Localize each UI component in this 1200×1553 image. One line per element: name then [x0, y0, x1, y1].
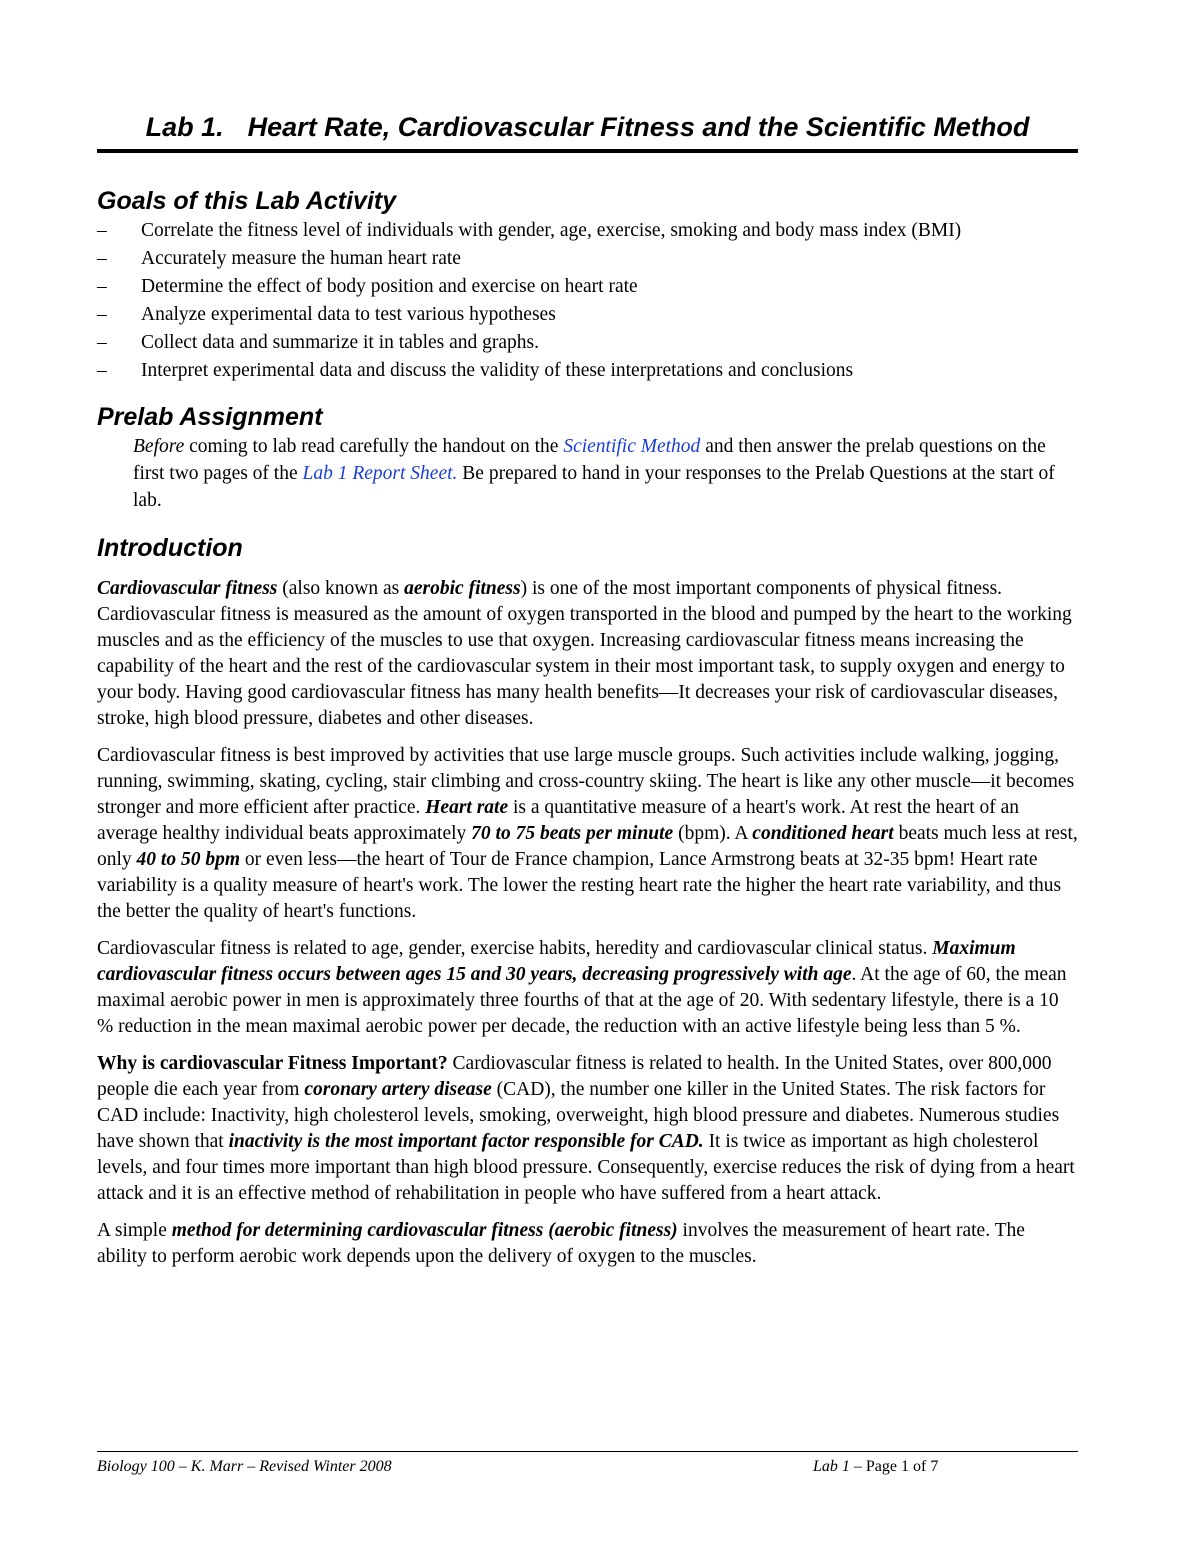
goal-item: – Correlate the fitness level of individuals with gender, age, exercise, smoking and body mass index (BMI) [97, 220, 962, 241]
goal-item: – Accurately measure the human heart rate [97, 248, 461, 269]
intro-paragraph-2: Cardiovascular fitness is best improved by activities that use large muscle groups. Such activities include walking, jogging, running, swimming, skating, cycling, stair climbing and cross-country skiing. The heart is like any other muscle—it becomes stronger and more efficient after practice. Heart rate is a quantitative measure of a heart's work. At rest the heart of an average healthy individual beats approximately 70 to 75 beats per minute (bpm). A conditioned heart beats much less at rest, only 40 to 50 bpm or even less—the heart of Tour de France champion, Lance Armstrong beats at 32-35 bpm! Heart rate variability is a quality measure of heart's work. The lower the resting heart rate the higher the heart rate variability, and thus the better the quality of heart's functions. [97, 745, 1078, 922]
goals-list [97, 217, 1078, 385]
intro-paragraph-5: A simple method for determining cardiovascular fitness (aerobic fitness) involves the measurement of heart rate. The ability to perform aerobic work depends upon the delivery of oxygen to the muscles. [97, 1220, 1025, 1267]
page-footer [97, 1451, 1078, 1475]
document-page [97, 112, 1078, 1281]
intro-paragraph-3: Cardiovascular fitness is related to age, gender, exercise habits, heredity and cardiovascular clinical status. Maximum cardiovascular fitness occurs between ages 15 and 30 years, decreasing progressively with age. At the age of 60, the mean maximal aerobic power in men is approximately three fourths of that at the age of 20. With sedentary lifestyle, there is a 10 % reduction in the mean maximal aerobic power per decade, the reduction with an active lifestyle being less than 5 %. [97, 938, 1067, 1037]
intro-paragraph-1: Cardiovascular fitness (also known as aerobic fitness) is one of the most important components of physical fitness. Cardiovascular fitness is measured as the amount of oxygen transported in the blood and pumped by the heart to the working muscles and as the efficiency of the muscles to use that oxygen. Increasing cardiovascular fitness means increasing the capability of the heart and the rest of the cardiovascular system in their most important task, to supply oxygen and energy to your body. Having good cardiovascular fitness has many health benefits—It decreases your risk of cardiovascular diseases, stroke, high blood pressure, diabetes and other diseases. [97, 578, 1072, 729]
goal-item: – Interpret experimental data and discuss the validity of these interpretations and conclusions [97, 360, 854, 381]
lab-report-sheet-link[interactable]: Lab 1 Report Sheet. [302, 463, 458, 484]
document-title [97, 112, 1078, 153]
scientific-method-link[interactable]: Scientific Method [563, 436, 701, 457]
intro-paragraph-4: Why is cardiovascular Fitness Important? Cardiovascular fitness is related to health. In the United States, over 800,000 people die each year from coronary artery disease (CAD), the number one killer in the United States. The risk factors for CAD include: Inactivity, high cholesterol levels, smoking, overweight, high blood pressure and diabetes. Numerous studies have shown that inactivity is the most important factor responsible for CAD. It is twice as important as high cholesterol levels, and four times more important than high blood pressure. Consequently, exercise reduces the risk of dying from a heart attack and it is an effective method of rehabilitation in people who have suffered from a heart attack. [97, 1053, 1075, 1204]
introduction-heading: Introduction [97, 534, 243, 562]
goal-item: – Collect data and summarize it in tables and graphs. [97, 332, 540, 353]
goal-item: – Determine the effect of body position and exercise on heart rate [97, 276, 638, 297]
goal-item: – Analyze experimental data to test various hypotheses [97, 304, 556, 325]
prelab-text: Before coming to lab read carefully the handout on the Scientific Method and then answer the prelab questions on the first two pages of the Lab 1 Report Sheet. Be prepared to hand in your responses to the Prelab Questions at the start of lab. [133, 436, 1055, 511]
footer-page-number: Lab 1 – Page 1 of 7 [813, 1458, 939, 1475]
prelab-heading: Prelab Assignment [97, 403, 323, 431]
lab-number: Lab 1. [145, 112, 224, 142]
title-text: Heart Rate, Cardiovascular Fitness and the Scientific Method [247, 112, 1030, 142]
footer-course-info: Biology 100 – K. Marr – Revised Winter 2008 [97, 1458, 392, 1475]
goals-heading: Goals of this Lab Activity [97, 187, 397, 215]
